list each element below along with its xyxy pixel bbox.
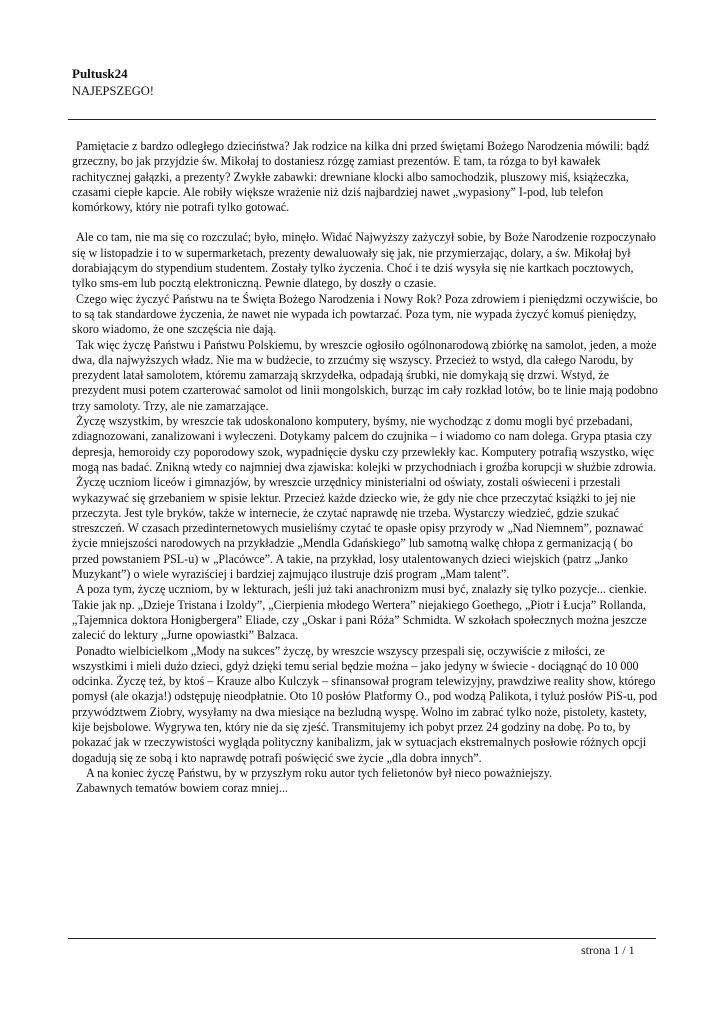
- article-paragraph: Życzę wszystkim, by wreszcie tak udoskonalono komputery, byśmy, nie wychodząc z domu mogli być przebadani, zdiagnozowani, zanalizowani i wyleczeni. Dotykamy palcem do czujnika – i wiadomo co nam dolega. Grypa ptasia czy depresja, hemoroidy czy poporodowy szok, wypadnięcie dysku czy przewlekły kac. Komputery potrafią wszystko, więc mogą nas badać. Znikną wtedy co najmniej dwa zjawiska: kolejki w przychodniach i groźba korupcji w służbie zdrowia.: [72, 414, 657, 474]
- article-paragraph: A poza tym, życzę uczniom, by w lekturach, jeśli już taki anachronizm musi być, znalazły się tylko pozycje... cienkie. Takie jak np. „Dzieje Tristana i Izoldy”, „Cierpienia młodego Wertera” niejakiego Goethego, „Piotr i Łucja” Rollanda, „Tajemnica doktora Honigbergera” Eliade, czy „Oskar i pani Róża” Schmidta. W szkołach społecznych można jeszcze zalecić do lektury „Jurne opowiastki” Balzaca.: [72, 582, 647, 643]
- footer-divider: [68, 938, 656, 939]
- header-divider: [68, 119, 656, 120]
- article-paragraph: Życzę uczniom liceów i gimnazjów, by wreszcie urzędnicy ministerialni od oświaty, zostali oświeceni i przestali wykazywać się grzebaniem w spisie lektur. Przecież każde dziecko wie, że gdy nie chce przeczytać książki to jej nie przeczyta. Jest tyle bryków, także w internecie, że czytać naprawdę nie trzeba. Wystarczy wiedzieć, gdzie szukać streszczeń. W czasach przedinternetowych musieliśmy czytać te opasłe opisy przyrody w „Nad Niemnem”, poznawać życie mniejszości narodowych na przykładzie „Mendla Gdańskiego” lub samotną walkę chłopa z germanizacją ( bo przed powstaniem PSL-u) w „Placówce”. A takie, na przykład, losy utalentowanych dzieci wiejskich (patrz „Janko Muzykant”) o wiele wyraziściej i bardziej zajmująco ilustruje dziś program „Mam talent”.: [72, 475, 644, 582]
- article-paragraph: Ponadto wielbicielkom „Mody na sukces” życzę, by wreszcie wszyscy przespali się, oczywiście z miłości, ze wszystkimi i mieli dużo dzieci, gdyż dzięki temu serial będzie można – jako jedyny w świecie - dociągnąć do 10 000 odcinka. Życzę też, by ktoś – Krauze albo Kulczyk – sfinansował program telewizyjny, prawdziwe reality show, którego pomysł (ale okazja!) odstępuję nieodpłatnie. Oto 10 posłów Platformy O., pod wodzą Palikota, i tyluż posłów PiS-u, pod przywództwem Ziobry, wysyłamy na dwa miesiące na bezludną wyspę. Wolno im zabrać tylko noże, pistolety, kastety, kije bejsbolowe. Wygrywa ten, który nie da się zjeść. Transmitujemy ich pobyt przez 24 godziny na dobę. Po to, by pokazać jak w rzeczywistości wygląda polityczny kanibalizm, jak w sytuacjach ekstremalnych posłowie różnych opcji dogadują się ze sobą i kto naprawdę potrafi poświęcić swe życie „dla dobra innych”.: [72, 643, 658, 765]
- article-paragraph: Czego więc życzyć Państwu na te Święta Bożego Narodzenia i Nowy Rok? Poza zdrowiem i pieniędzmi oczywiście, bo to są tak standardowe życzenia, że nawet nie wypada ich powtarzać. Poza tym, nie wypada życzyć komuś pieniędzy, skoro wiadomo, że one szczęścia nie dają.: [72, 291, 658, 337]
- article-paragraph: Pamiętacie z bardzo odległego dzieciństwa? Jak rodzice na kilka dni przed świętami Bożego Narodzenia mówili: bądź grzeczny, bo jak przyjdzie św. Mikołaj to dostaniesz rózgę zamiast prezentów. E tam, ta rózga to był kawałek rachitycznej gałązki, a prezenty? Zwykłe zabawki: drewniane klocki albo samochodzik, pluszowy miś, książeczka, czasami ciepłe kapcie. Ale robiły większe wrażenie niż dziś najbardziej nawet „wypasiony” I-pod, lub telefon komórkowy, który nie potrafi tylko gotować.: [72, 139, 650, 215]
- article-paragraph: Zabawnych tematów bowiem coraz mniej...: [76, 781, 288, 796]
- article-paragraph: Tak więc życzę Państwu i Państwu Polskiemu, by wreszcie ogłosiło ogólnonarodową zbiórkę na samolot, jeden, a może dwa, dla najwyższych władz. Nie ma w budżecie, to zrzućmy się wszyscy. Przecież to wstyd, dla całego Narodu, by prezydent latał samolotem, któremu zamarzają skrzydełka, odpadają śrubki, nie domykają się drzwi. Wstyd, że prezydent musi potem czarterować samolot od linii mongolskich, burząc im cały rozkład lotów, bo te linie mają podobno trzy samoloty. Trzy, ale nie zamarzające.: [72, 337, 658, 413]
- page-number: strona 1 / 1: [581, 943, 635, 957]
- article-body: [72, 139, 658, 796]
- site-subtitle: NAJEPSZEGO!: [72, 84, 154, 98]
- article-paragraph: Ale co tam, nie ma się co rozczulać; było, minęło. Widać Najwyższy zażyczył sobie, by Boże Narodzenie rozpoczynało się w listopadzie i to w supermarketach, prezenty dewaluowały się jak, nie przymierzając, dolary, a św. Mikołaj był dorabiającym do stypendium studentem. Zostały tylko życzenia. Choć i te dziś wysyła się nie kartkach pocztowych, tylko sms-em lub pocztą elektroniczną. Pewnie dlatego, by doszły o czasie.: [72, 230, 656, 291]
- article-paragraph: A na koniec życzę Państwu, by w przyszłym roku autor tych felietonów był nieco poważniejszy.: [86, 765, 553, 780]
- site-title: Pultusk24: [72, 66, 128, 81]
